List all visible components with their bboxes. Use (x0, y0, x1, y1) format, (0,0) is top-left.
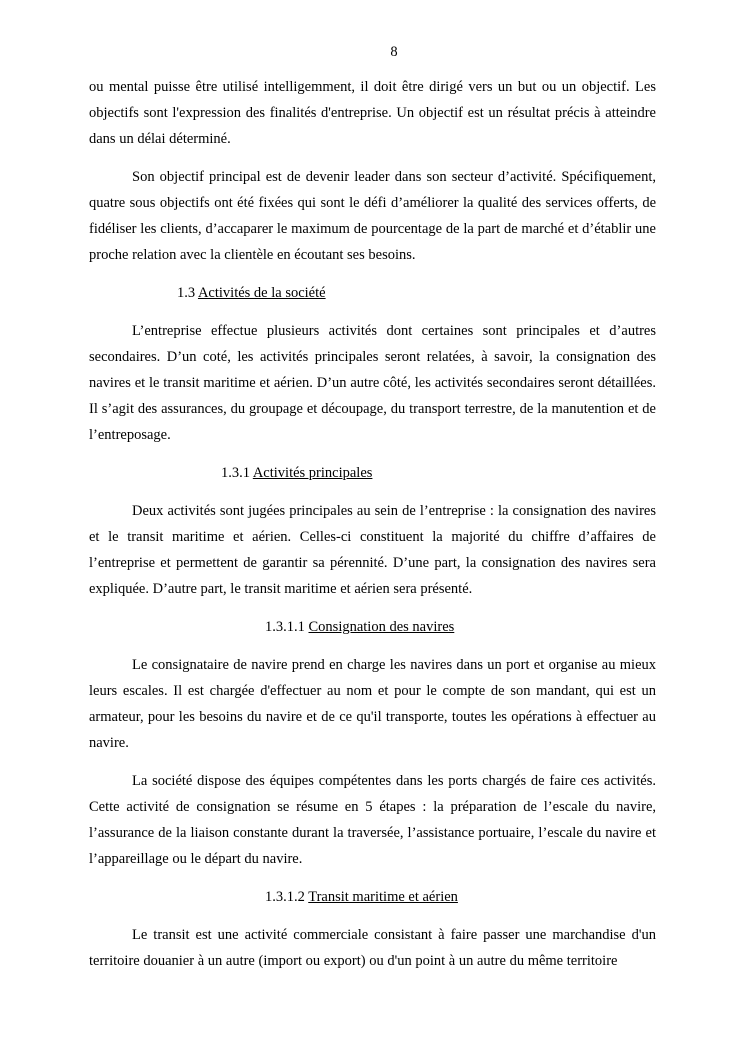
paragraph: La société dispose des équipes compétentes dans les ports chargés de faire ces activités. Cette activité de consignation se résume en 5 étapes : la préparation de l’escale du navire, l’assurance de la liaison constante durant la traversée, l’assistance portuaire, l’escale du navire et l’appareillage ou le départ du navire. (89, 773, 656, 867)
paragraph: ou mental puisse être utilisé intelligemment, il doit être dirigé vers un but ou un objectif. Les objectifs sont l'expression des finalités d'entreprise. Un objectif est un résultat précis à atteindre dans un délai déterminé. (89, 79, 656, 147)
paragraph: Son objectif principal est de devenir leader dans son secteur d’activité. Spécifiquement, quatre sous objectifs ont été fixées qui sont le défi d’améliorer la qualité des services offerts, de fidéliser les clients, d’accaparer le maximum de pourcentage de la part de marché et d’établir une proche relation avec la clientèle en écoutant ses besoins. (89, 169, 656, 263)
section-heading-1-3 (89, 280, 656, 306)
section-title: Consignation des navires (308, 619, 455, 635)
paragraph: Le consignataire de navire prend en charge les navires dans un port et organise au mieux leurs escales. Il est chargée d'effectuer au nom et pour le compte de son mandant, qui est un armateur, pour les besoins du navire et de ce qu'il transporte, toutes les opérations à effectuer au navire. (89, 657, 656, 751)
section-number: 1.3 (177, 285, 196, 301)
section-number: 1.3.1.2 (265, 889, 305, 905)
section-heading-1-3-1 (89, 460, 656, 486)
section-heading-1-3-1-2 (89, 884, 656, 910)
section-heading-1-3-1-1 (89, 614, 656, 640)
section-number: 1.3.1 (221, 465, 250, 481)
section-title: Activités de la société (197, 285, 326, 301)
section-title: Transit maritime et aérien (308, 889, 458, 905)
section-title: Activités principales (252, 465, 373, 481)
page-number: 8 (390, 44, 398, 60)
paragraph: Deux activités sont jugées principales au sein de l’entreprise : la consignation des navires et le transit maritime et aérien. Celles-ci constituent la majorité du chiffre d’affaires de l’entreprise et permettent de garantir sa pérennité. D’une part, la consignation des navires sera expliquée. D’autre part, le transit maritime et aérien sera présenté. (89, 503, 656, 597)
section-number: 1.3.1.1 (265, 619, 305, 635)
paragraph: L’entreprise effectue plusieurs activités dont certaines sont principales et d’autres secondaires. D’un coté, les activités principales seront relatées, à savoir, la consignation des navires et le transit maritime et aérien. D’un autre côté, les activités secondaires seront détaillées. Il s’agit des assurances, du groupage et découpage, du transport terrestre, de la manutention et de l’entreposage. (89, 323, 656, 443)
paragraph: Le transit est une activité commerciale consistant à faire passer une marchandise d'un territoire douanier à un autre (import ou export) ou d'un point à un autre du même territoire (89, 927, 656, 969)
page-content (89, 74, 656, 986)
